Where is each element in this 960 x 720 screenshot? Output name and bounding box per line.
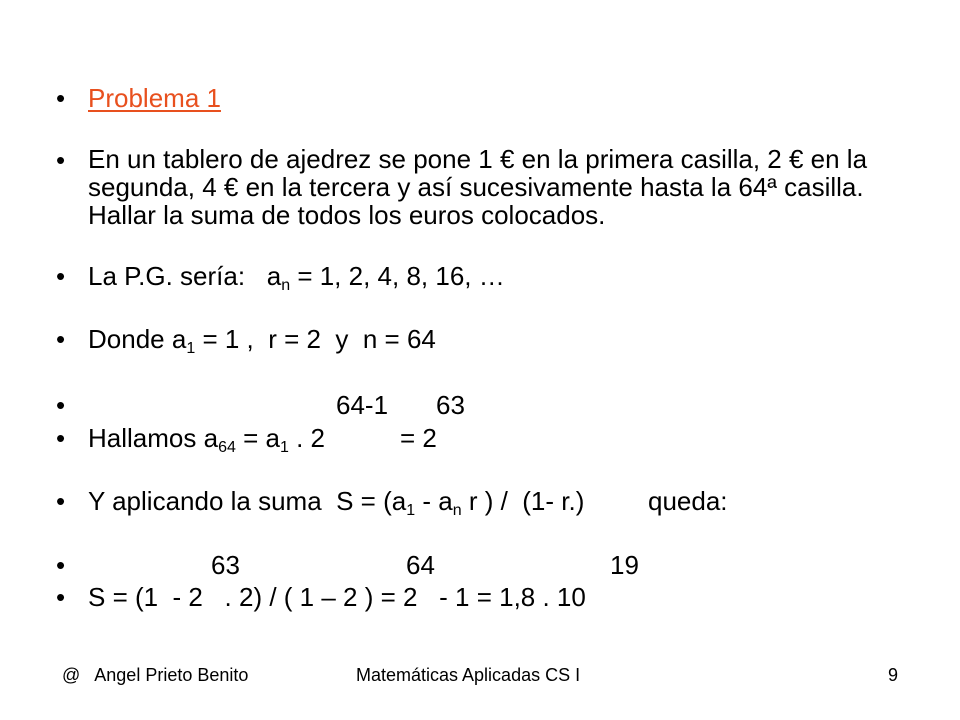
pg-line	[88, 261, 505, 294]
bullet: •	[56, 261, 66, 291]
bullet: •	[56, 390, 66, 420]
suma-p3: r ) / (1- r.)	[461, 486, 585, 516]
bullet: •	[56, 423, 66, 453]
exponent2-c: 19	[610, 550, 639, 580]
bullet: •	[56, 486, 66, 516]
exponent-b: 63	[436, 390, 465, 420]
suma-s2: n	[452, 502, 462, 519]
bullet: •	[56, 582, 66, 612]
pg-suffix: = 1, 2, 4, 8, 16, …	[290, 261, 505, 291]
donde-line	[88, 324, 436, 357]
s-formula: S = (1 - 2 . 2) / ( 1 – 2 ) = 2 - 1 = 1,8 . 10	[88, 582, 586, 612]
hallamos-p1: Hallamos a	[88, 423, 219, 453]
hallamos-line	[88, 423, 325, 456]
footer-author: @ Angel Prieto Benito	[62, 665, 249, 685]
problem-statement: En un tablero de ajedrez se pone 1 € en la primera casilla, 2 € en la segunda, 4 € en la tercera y así sucesivamente hasta la 64ª casilla. Hallar la suma de todos los euros colocados.	[88, 144, 868, 230]
bullet: •	[56, 324, 66, 354]
hallamos-p2: = a	[235, 423, 280, 453]
hallamos-s1: 64	[218, 439, 236, 456]
hallamos-s2: 1	[279, 439, 289, 456]
exponent2-a: 63	[211, 550, 240, 580]
suma-p2: - a	[415, 486, 453, 516]
suma-queda: queda:	[648, 486, 728, 516]
bullet: •	[56, 83, 66, 113]
footer-page-number: 9	[888, 665, 899, 685]
hallamos-p4: = 2	[400, 423, 437, 453]
pg-sub: n	[281, 277, 291, 294]
bullet: •	[56, 145, 66, 175]
hallamos-p3: . 2	[288, 423, 325, 453]
donde-sub: 1	[186, 340, 196, 357]
suma-line	[88, 486, 585, 519]
suma-p1: Y aplicando la suma S = (a	[88, 486, 407, 516]
donde-suffix: = 1 , r = 2 y n = 64	[195, 324, 436, 354]
donde-prefix: Donde a	[88, 324, 187, 354]
slide-title: Problema 1	[88, 83, 221, 113]
exponent2-b: 64	[406, 550, 435, 580]
footer-course: Matemáticas Aplicadas CS I	[356, 665, 581, 685]
exponent-a: 64-1	[336, 390, 389, 420]
bullet: •	[56, 550, 66, 580]
pg-prefix: La P.G. sería: a	[88, 261, 282, 291]
suma-s1: 1	[406, 502, 416, 519]
